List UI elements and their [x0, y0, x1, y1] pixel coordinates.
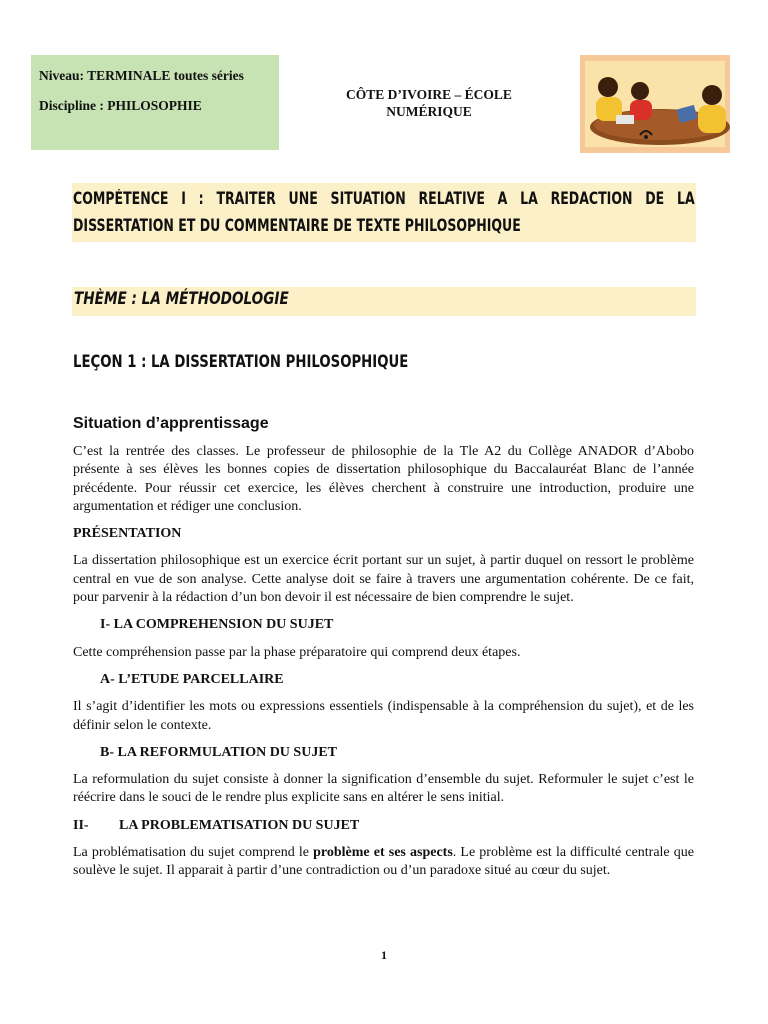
- section-2-text-end: . Le problème est la difficulté centrale que soulève le sujet. Il apparait à partir d’une contradiction ou d’un paradoxe situé au cœur du sujet.: [73, 845, 694, 879]
- situation-title: Situation d’apprentissage: [73, 415, 269, 432]
- country-line-1: CÔTE D’IVOIRE – ÉCOLE: [346, 87, 512, 102]
- section-2-title: LA PROBLEMATISATION DU SUJET: [119, 817, 360, 833]
- lesson-heading: LEÇON 1 : LA DISSERTATION PHILOSOPHIQUE: [73, 352, 409, 372]
- section-2-heading: [73, 817, 694, 835]
- section-2-paragraph: [73, 844, 694, 881]
- presentation-heading: PRÉSENTATION: [73, 526, 182, 542]
- level-discipline-box: [31, 55, 279, 150]
- section-1-heading: I- LA COMPREHENSION DU SUJET: [100, 617, 334, 633]
- section-1b-heading: B- LA REFORMULATION DU SUJET: [100, 744, 337, 760]
- discipline-text: Discipline : PHILOSOPHIE: [39, 97, 202, 113]
- students-at-table-illustration: [580, 55, 730, 153]
- level-text: Niveau: TERMINALE toutes séries: [39, 68, 244, 83]
- document-body: [73, 443, 694, 881]
- country-school-title: [318, 86, 540, 120]
- country-line-2: NUMÉRIQUE: [386, 104, 472, 119]
- situation-paragraph: C’est la rentrée des classes. Le professeur de philosophie de la Tle A2 du Collège ANADOR d’Abobo présente à ses élèves les bonnes copies de dissertation philosophique du Baccalauréat Blanc de l’année précédente. Pour réussir cet exercice, les élèves cherchent à construire une introduction, produire une argumentation et rédiger une conclusion.: [73, 444, 694, 514]
- presentation-paragraph: La dissertation philosophique est un exercice écrit portant sur un sujet, à partir duquel on ressort le problème central en vue de son analyse. Cette analyse doit se faire à travers une argumentation cohérente. De ce fait, pour parvenir à la rédaction d’un bon devoir il est nécessaire de bien comprendre le sujet.: [73, 553, 694, 606]
- section-2-text-bold: problème et ses aspects: [313, 845, 453, 861]
- section-1-paragraph: Cette compréhension passe par la phase préparatoire qui comprend deux étapes.: [73, 644, 521, 660]
- section-1a-heading: A- L’ETUDE PARCELLAIRE: [100, 671, 284, 687]
- section-2-text-start: La problématisation du sujet comprend le: [73, 845, 314, 861]
- theme-heading: THÈME : LA MÉTHODOLOGIE: [74, 289, 289, 309]
- competence-heading: COMPÉTENCE I : TRAITER UNE SITUATION RELATIVE A LA REDACTION DE LA DISSERTATION ET DU COMMENTAIRE DE TEXTE PHILOSOPHIQUE: [73, 189, 695, 235]
- section-1b-paragraph: La reformulation du sujet consiste à donner la signification d’ensemble du sujet. Reformuler le sujet c’est le réécrire dans le souci de le rendre plus explicite sans en altérer le sens initial.: [73, 772, 694, 806]
- section-2-number: II-: [73, 817, 89, 833]
- page-number: 1: [381, 948, 387, 962]
- section-1a-paragraph: Il s’agit d’identifier les mots ou expressions essentiels (indispensable à la compréhension du sujet), et de les définir selon le contexte.: [73, 699, 694, 733]
